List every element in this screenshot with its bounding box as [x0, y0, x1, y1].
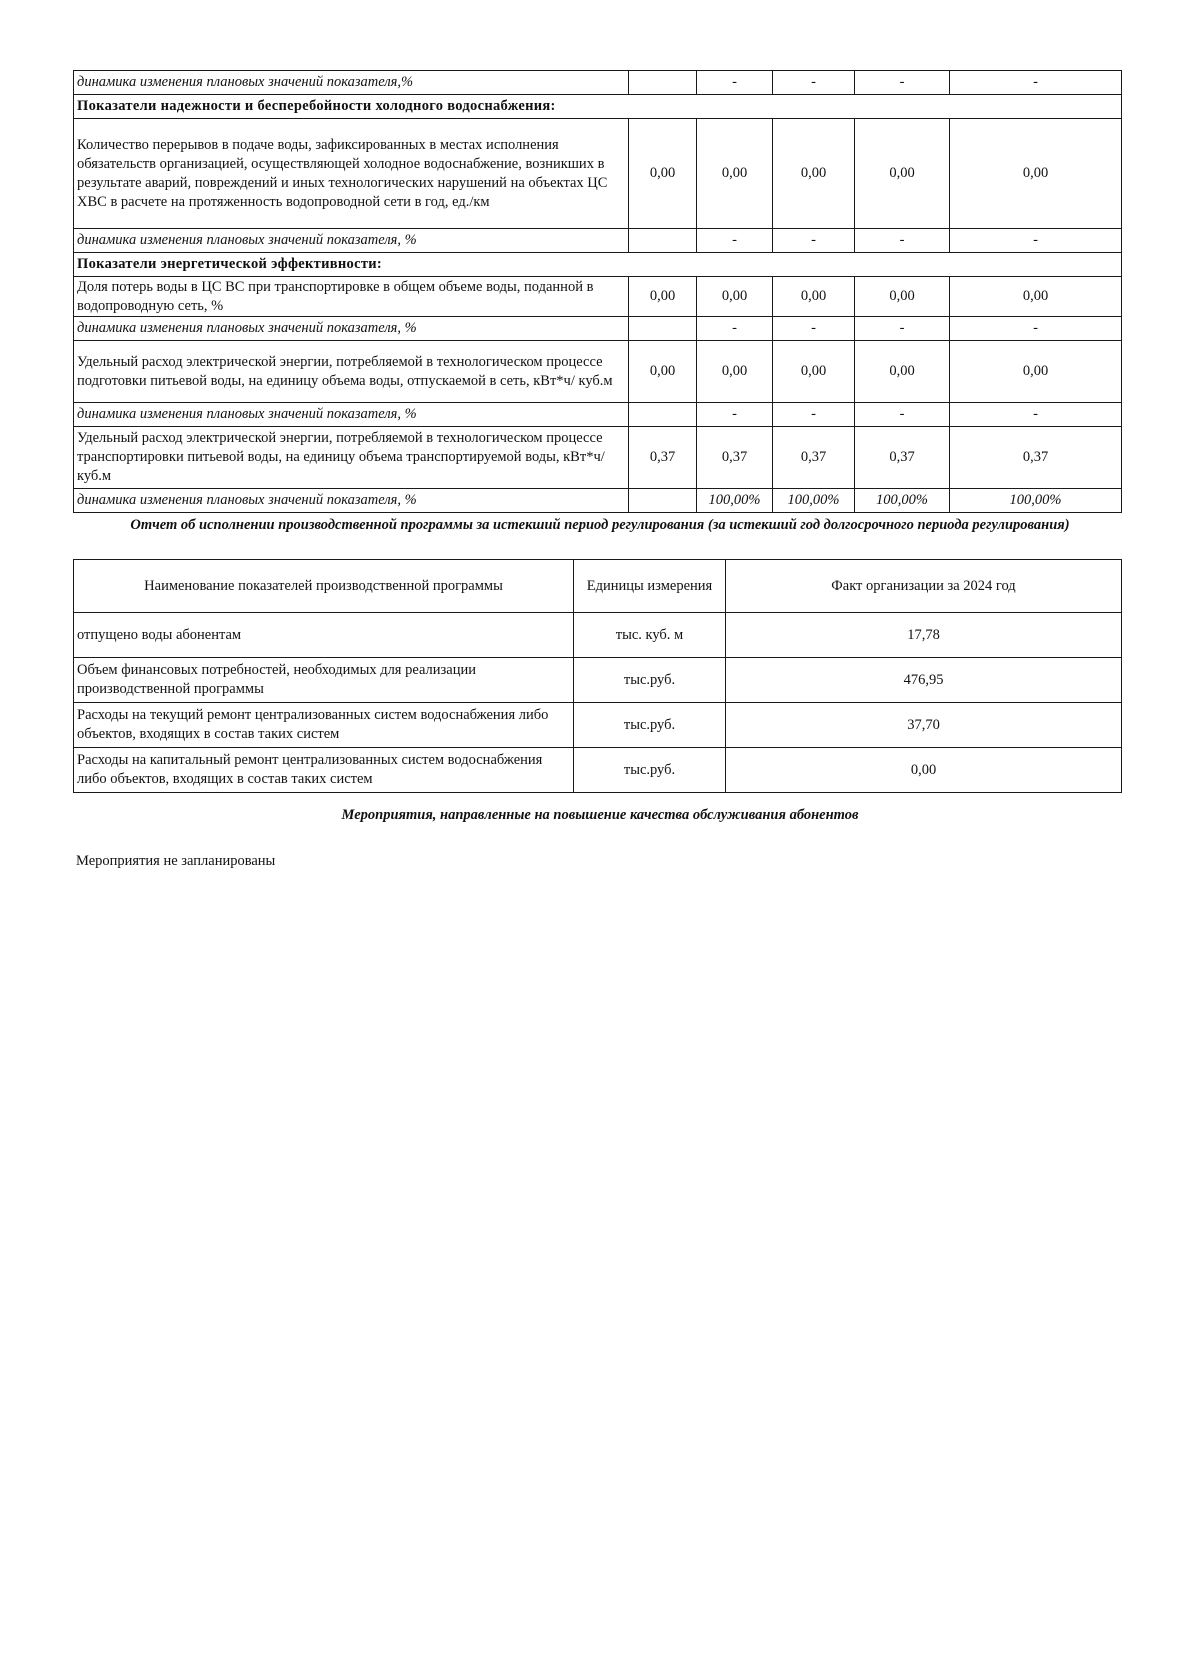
indicator-label: Удельный расход электрической энергии, потребляемой в технологическом процессе транспортировки питьевой воды, на единицу объема транспортируемой воды, кВт*ч/ куб.м	[74, 427, 629, 489]
value-cell: -	[855, 229, 950, 253]
row-unit: тыс.руб.	[574, 703, 726, 748]
dynamics-row	[74, 71, 1122, 95]
row-name: Объем финансовых потребностей, необходимых для реализации производственной программы	[74, 658, 574, 703]
row-name: Расходы на текущий ремонт централизованных систем водоснабжения либо объектов, входящих в состав таких систем	[74, 703, 574, 748]
value-cell: 0,00	[629, 277, 697, 317]
indicator-label: Доля потерь воды в ЦС ВС при транспортировке в общем объеме воды, поданной в водопроводную сеть, %	[74, 277, 629, 317]
value-cell: 0,37	[950, 427, 1122, 489]
value-cell: 0,00	[855, 341, 950, 403]
dynamics-row	[74, 489, 1122, 513]
report-header-row	[74, 560, 1122, 613]
indicators-table	[73, 70, 1122, 513]
row-name: отпущено воды абонентам	[74, 613, 574, 658]
value-cell: -	[773, 403, 855, 427]
dynamics-row	[74, 229, 1122, 253]
row-fact: 476,95	[726, 658, 1122, 703]
row-unit: тыс. куб. м	[574, 613, 726, 658]
dynamics-row	[74, 403, 1122, 427]
value-cell: 0,00	[629, 119, 697, 229]
section-header-row	[74, 253, 1122, 277]
report-table	[73, 559, 1122, 793]
indicator-row	[74, 427, 1122, 489]
report-row	[74, 658, 1122, 703]
indicator-label: Количество перерывов в подаче воды, зафиксированных в местах исполнения обязательств организацией, осуществляющей холодное водоснабжение, возникших в результате аварий, повреждений и иных технологических нарушений на объектах ЦС ХВС в расчете на протяженность водопроводной сети в год, ед./км	[74, 119, 629, 229]
value-cell: 0,00	[773, 277, 855, 317]
report-row	[74, 703, 1122, 748]
value-cell: 100,00%	[773, 489, 855, 513]
value-cell: 0,00	[950, 119, 1122, 229]
value-cell: 0,37	[697, 427, 773, 489]
value-cell	[629, 317, 697, 341]
measures-text: Мероприятия не запланированы	[76, 853, 276, 869]
value-cell	[629, 229, 697, 253]
indicator-label: Удельный расход электрической энергии, потребляемой в технологическом процессе подготовки питьевой воды, на единицу объема воды, отпускаемой в сеть, кВт*ч/ куб.м	[74, 341, 629, 403]
report-row	[74, 613, 1122, 658]
value-cell: 0,37	[629, 427, 697, 489]
value-cell: 0,00	[697, 119, 773, 229]
row-fact: 0,00	[726, 748, 1122, 793]
report-row	[74, 748, 1122, 793]
report-title: Отчет об исполнении производственной программы за истекший период регулирования (за истекший год долгосрочного периода регулирования)	[130, 517, 1070, 533]
section-header-row	[74, 95, 1122, 119]
row-name: Расходы на капитальный ремонт централизованных систем водоснабжения либо объектов, входящих в состав таких систем	[74, 748, 574, 793]
value-cell	[629, 403, 697, 427]
header-name: Наименование показателей производственной программы	[74, 560, 574, 613]
value-cell: 0,37	[773, 427, 855, 489]
indicator-row	[74, 277, 1122, 317]
value-cell: 0,00	[855, 277, 950, 317]
value-cell: -	[855, 317, 950, 341]
value-cell: -	[855, 403, 950, 427]
header-unit: Единицы измерения	[574, 560, 726, 613]
value-cell: -	[773, 317, 855, 341]
dynamics-row	[74, 317, 1122, 341]
value-cell: 0,00	[773, 119, 855, 229]
value-cell: 0,00	[697, 277, 773, 317]
value-cell	[629, 489, 697, 513]
value-cell: 0,00	[629, 341, 697, 403]
row-fact: 17,78	[726, 613, 1122, 658]
value-cell: -	[950, 229, 1122, 253]
value-cell: 0,37	[855, 427, 950, 489]
value-cell: 100,00%	[855, 489, 950, 513]
value-cell: -	[773, 229, 855, 253]
value-cell: -	[697, 71, 773, 95]
value-cell: 100,00%	[697, 489, 773, 513]
value-cell: -	[697, 317, 773, 341]
indicator-row	[74, 341, 1122, 403]
dynamics-label: динамика изменения плановых значений показателя, %	[74, 489, 629, 513]
dynamics-label: динамика изменения плановых значений показателя,%	[74, 71, 629, 95]
row-unit: тыс.руб.	[574, 658, 726, 703]
measures-title: Мероприятия, направленные на повышение качества обслуживания абонентов	[341, 807, 859, 823]
value-cell: -	[950, 317, 1122, 341]
header-fact: Факт организации за 2024 год	[726, 560, 1122, 613]
value-cell	[629, 71, 697, 95]
indicator-row	[74, 119, 1122, 229]
value-cell: -	[697, 229, 773, 253]
value-cell: 0,00	[950, 341, 1122, 403]
dynamics-label: динамика изменения плановых значений показателя, %	[74, 317, 629, 341]
row-fact: 37,70	[726, 703, 1122, 748]
section-header: Показатели надежности и бесперебойности холодного водоснабжения:	[74, 95, 1122, 119]
dynamics-label: динамика изменения плановых значений показателя, %	[74, 403, 629, 427]
value-cell: 100,00%	[950, 489, 1122, 513]
value-cell: -	[697, 403, 773, 427]
value-cell: -	[950, 403, 1122, 427]
value-cell: -	[855, 71, 950, 95]
value-cell: -	[773, 71, 855, 95]
value-cell: -	[950, 71, 1122, 95]
value-cell: 0,00	[950, 277, 1122, 317]
section-header: Показатели энергетической эффективности:	[74, 253, 1122, 277]
row-unit: тыс.руб.	[574, 748, 726, 793]
dynamics-label: динамика изменения плановых значений показателя, %	[74, 229, 629, 253]
value-cell: 0,00	[855, 119, 950, 229]
value-cell: 0,00	[773, 341, 855, 403]
value-cell: 0,00	[697, 341, 773, 403]
